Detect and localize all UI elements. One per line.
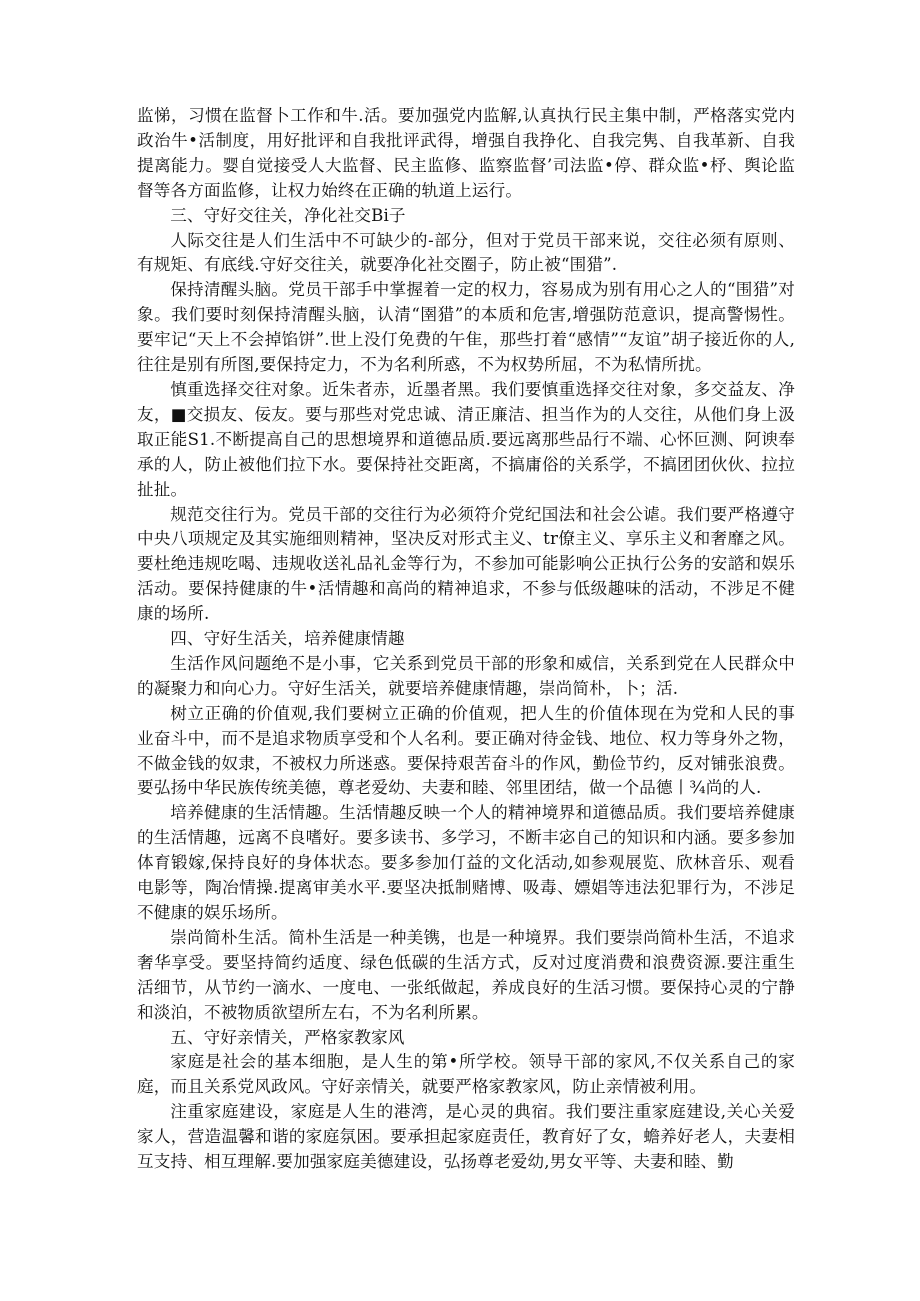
paragraph-continued: 监悌，习惯在监督卜工作和牛.活。要加强党内监解,认真执行民主集中制，严格落实党内政治牛•活制度，用好批评和自我批评武得，增强自我挣化、自我完隽、自我革新、自我提离能力。婴自觉接受人大监督、民主监修、监察监督’司法监•停、群众监•杼、舆论监督等各方面监修，让权力始终在正确的轨道上运行。 (137, 106, 795, 200)
paragraph: 培养健康的生活情趣。生活情趣反映一个人的精神境界和道德品质。我们要培养健康的生活情趣，远离不良嗜好。要多读书、多学习，不断丰宓自己的知识和内涵。要多参加体育锻嫁,保持良好的身体状态。要多参加仃益的文化活动,如参观展览、欣林音乐、观看电影等，陶冶情操.提离审美水平.要坚决抵制赌博、吸毒、嫖娼等违法犯罪行为，不涉足不健康的娱乐场所。 (137, 803, 795, 922)
section-heading-4: 四、守好生活关，培养健康情趣 (170, 629, 405, 649)
paragraph: 慎重选择交往对象。近朱者赤，近墨者黑。我们要慎重选择交往对象，多交益友、净友，■交损友、佞友。要与那些对党忠诚、清正廉洁、担当作为的人交往，从他们身上汲取正能S1.不断提高自己的思想境界和道德品质.要远离那些品行不端、心怀叵测、阿谀奉承的人，防止被他们拉下水。要保持社交距离，不搞庸俗的关系学，不搞团团伙伙、拉拉扯扯。 (137, 379, 795, 499)
section-heading-5: 五、守好亲情关，严格家教家风 (170, 1027, 405, 1047)
paragraph: 人际交往是人们生活中不可缺少的-部分，但对于党员干部来说，交往必须有原则、有规矩、有底线.守好交往关，就要净化社交圈子，防止被“围猎”. (137, 230, 795, 275)
paragraph: 生活作风问题绝不是小事，它关系到党员干部的形象和威信，关系到党在人民群众中的凝聚力和向心力。守好生活关，就要培养健康情趣，崇尚简朴，卜；活. (137, 653, 795, 698)
paragraph: 保持清醒头脑。党员干部手中掌握着一定的权力，容易成为别有用心之人的“围猎”对象。我们要时刻保持清醒头脑，认清“圉猎”的本质和危害,增强防范意识，提高警惕性。要牢记“天上不会掉馅饼”.世上没仃免费的午隹，那些打着“感情”“友谊”胡子接近你的人,往往是别有所图,要保持定力，不为名利所惑，不为权势所屈，不为私情所扰。 (137, 280, 795, 375)
paragraph: 家庭是社会的基本细胞，是人生的第•所学校。领导干部的家风,不仅关系自己的家庭，而且关系党风政风。守好亲情关，就要严格家教家风，防止亲情被利用。 (137, 1052, 795, 1097)
paragraph: 注重家庭建设，家庭是人生的港湾，是心灵的典宿。我们要注重家庭建设,关心关爱家人，营造温馨和谐的家庭氛困。要承担起家庭责任，教育好了女，蟾养好老人，夫妻相互支持、相互理解.要加强家庭美德建设，弘扬尊老爱幼,男女平等、夫妻和睦、勤 (137, 1102, 795, 1172)
paragraph: 崇尚简朴生活。简朴生活是一种美镌，也是一种境界。我们要崇尚简朴生活，不追求奢华享受。要坚持简约适度、绿色低碳的生活方式，反对过度消费和浪费资源.要注重生活细节，从节约一滴水、一度电、一张纸做起，养成良好的生活习惯。要保持心灵的宁静和淡泊，不被物质欲望所左右，不为名利所累。 (137, 927, 795, 1022)
document-body (137, 104, 795, 1175)
section-heading-3: 三、守好交往关，净化社交Bi子 (170, 205, 406, 225)
paragraph: 树立正确的价值观,我们要树立正确的价值观，把人生的价值体现在为党和人民的事业奋斗中，而不是追求物质享受和个人名利。要正确对待金钱、地位、权力等身外之物，不做金钱的奴隶，不被权力所迷惑。要保持艰苦奋斗的作风，勤俭节约，反对铺张浪费。要弘扬中华民族传统美德，尊老爱幼、夫妻和睦、邻里团结，做一个品德丨¾尚的人. (137, 703, 795, 798)
paragraph: 规范交往行为。党员干部的交往行为必须符介党纪国法和社会公谑。我们要严格遵守中央八项规定及其实施细则精神，坚决反对形式主义、tr僚主义、享乐主义和奢靡之风。要杜绝违规吃喝、违规收送礼品礼金等行为，不参加可能影响公正执行公务的安諮和娱乐活动。要保持健康的牛•活情趣和高尚的精神追求，不参与低级趣味的活动，不涉足不健康的场所. (137, 504, 795, 624)
